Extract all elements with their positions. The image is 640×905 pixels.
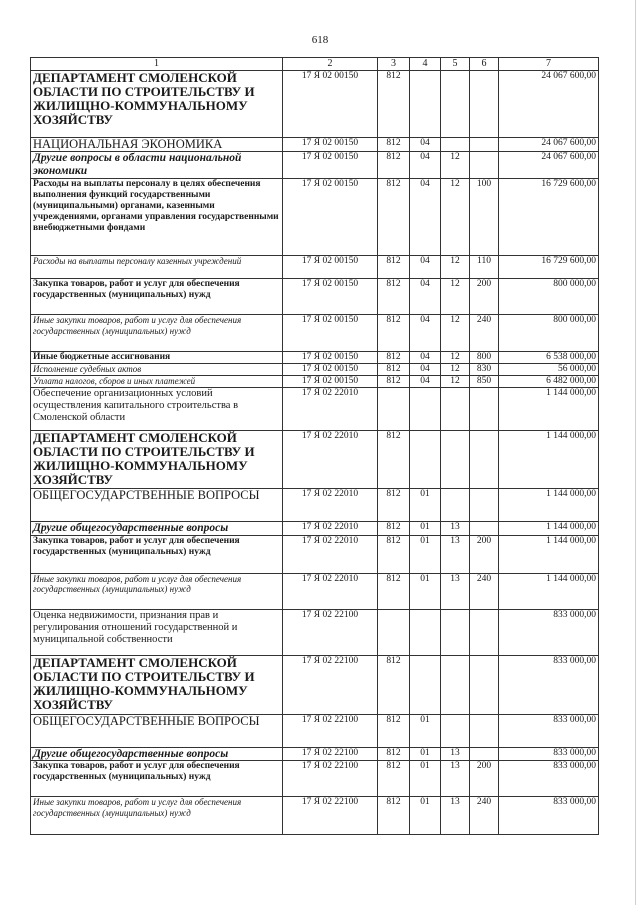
subsection-code-cell: 12 bbox=[441, 152, 470, 179]
target-code-cell: 17 Я 02 22100 bbox=[283, 655, 378, 714]
section-code-cell: 01 bbox=[410, 489, 441, 522]
item-name-cell: Другие общегосударственные вопросы bbox=[31, 747, 283, 761]
subsection-code-cell bbox=[441, 714, 470, 747]
table-row bbox=[31, 714, 599, 747]
target-code-cell: 17 Я 02 00150 bbox=[283, 376, 378, 388]
table-row bbox=[31, 71, 599, 138]
expense-type-code-cell: 800 bbox=[470, 352, 499, 364]
department-code-cell: 812 bbox=[378, 315, 410, 352]
subsection-code-cell bbox=[441, 489, 470, 522]
department-code-cell: 812 bbox=[378, 152, 410, 179]
amount-cell: 800 000,00 bbox=[499, 315, 599, 352]
amount-cell: 6 482 000,00 bbox=[499, 376, 599, 388]
table-row bbox=[31, 522, 599, 536]
subsection-code-cell: 13 bbox=[441, 522, 470, 536]
expense-type-code-cell bbox=[470, 489, 499, 522]
item-name-cell: ОБЩЕГОСУДАРСТВЕННЫЕ ВОПРОСЫ bbox=[31, 489, 283, 522]
amount-cell: 24 067 600,00 bbox=[499, 138, 599, 152]
section-code-cell bbox=[410, 431, 441, 489]
item-name-cell: Исполнение судебных актов bbox=[31, 364, 283, 376]
subsection-code-cell: 12 bbox=[441, 315, 470, 352]
target-code-cell: 17 Я 02 00150 bbox=[283, 256, 378, 279]
expense-type-code-cell: 110 bbox=[470, 256, 499, 279]
subsection-code-cell bbox=[441, 431, 470, 489]
department-code-cell: 812 bbox=[378, 256, 410, 279]
target-code-cell: 17 Я 02 22100 bbox=[283, 761, 378, 797]
table-row bbox=[31, 535, 599, 573]
department-code-cell: 812 bbox=[378, 761, 410, 797]
expense-type-code-cell: 240 bbox=[470, 315, 499, 352]
item-name-cell: Закупка товаров, работ и услуг для обеспечения государственных (муниципальных) нужд bbox=[31, 535, 283, 573]
expense-type-code-cell: 200 bbox=[470, 279, 499, 315]
section-code-cell: 01 bbox=[410, 797, 441, 835]
amount-cell: 56 000,00 bbox=[499, 364, 599, 376]
department-code-cell: 812 bbox=[378, 489, 410, 522]
item-name-cell: Закупка товаров, работ и услуг для обеспечения государственных (муниципальных) нужд bbox=[31, 279, 283, 315]
department-code-cell: 812 bbox=[378, 431, 410, 489]
table-row bbox=[31, 315, 599, 352]
item-name-cell: ДЕПАРТАМЕНТ СМОЛЕНСКОЙ ОБЛАСТИ ПО СТРОИТЕЛЬСТВУ И ЖИЛИЩНО-КОММУНАЛЬНОМУ ХОЗЯЙСТВУ bbox=[31, 71, 283, 138]
subsection-code-cell: 12 bbox=[441, 256, 470, 279]
department-code-cell: 812 bbox=[378, 71, 410, 138]
section-code-cell: 04 bbox=[410, 279, 441, 315]
section-code-cell bbox=[410, 609, 441, 655]
table-row bbox=[31, 431, 599, 489]
department-code-cell: 812 bbox=[378, 573, 410, 609]
subsection-code-cell: 13 bbox=[441, 747, 470, 761]
target-code-cell: 17 Я 02 22010 bbox=[283, 388, 378, 431]
table-row bbox=[31, 573, 599, 609]
expense-type-code-cell bbox=[470, 609, 499, 655]
section-code-cell: 01 bbox=[410, 573, 441, 609]
subsection-code-cell: 13 bbox=[441, 797, 470, 835]
item-name-cell: ОБЩЕГОСУДАРСТВЕННЫЕ ВОПРОСЫ bbox=[31, 714, 283, 747]
target-code-cell: 17 Я 02 22010 bbox=[283, 489, 378, 522]
section-code-cell: 04 bbox=[410, 256, 441, 279]
department-code-cell: 812 bbox=[378, 655, 410, 714]
amount-cell: 1 144 000,00 bbox=[499, 431, 599, 489]
item-name-cell: Другие вопросы в области национальной экономики bbox=[31, 152, 283, 179]
target-code-cell: 17 Я 02 22010 bbox=[283, 431, 378, 489]
amount-cell: 833 000,00 bbox=[499, 747, 599, 761]
amount-cell: 833 000,00 bbox=[499, 655, 599, 714]
target-code-cell: 17 Я 02 22100 bbox=[283, 609, 378, 655]
table-row bbox=[31, 179, 599, 256]
department-code-cell: 812 bbox=[378, 279, 410, 315]
expense-type-code-cell bbox=[470, 138, 499, 152]
table-row bbox=[31, 797, 599, 835]
subsection-code-cell: 12 bbox=[441, 279, 470, 315]
expense-type-code-cell: 830 bbox=[470, 364, 499, 376]
department-code-cell: 812 bbox=[378, 714, 410, 747]
section-code-cell: 04 bbox=[410, 179, 441, 256]
item-name-cell: Расходы на выплаты персоналу в целях обеспечения выполнения функций государственными (муниципальными) органами, казенными учреждениями, органами управления государственными внебюджетными фондами bbox=[31, 179, 283, 256]
header-cell-2: 2 bbox=[283, 58, 378, 71]
subsection-code-cell: 13 bbox=[441, 535, 470, 573]
department-code-cell: 812 bbox=[378, 535, 410, 573]
section-code-cell: 01 bbox=[410, 714, 441, 747]
target-code-cell: 17 Я 02 22100 bbox=[283, 797, 378, 835]
section-code-cell bbox=[410, 388, 441, 431]
item-name-cell: Уплата налогов, сборов и иных платежей bbox=[31, 376, 283, 388]
item-name-cell: Иные закупки товаров, работ и услуг для обеспечения государственных (муниципальных) нужд bbox=[31, 315, 283, 352]
amount-cell: 1 144 000,00 bbox=[499, 535, 599, 573]
item-name-cell: ДЕПАРТАМЕНТ СМОЛЕНСКОЙ ОБЛАСТИ ПО СТРОИТЕЛЬСТВУ И ЖИЛИЩНО-КОММУНАЛЬНОМУ ХОЗЯЙСТВУ bbox=[31, 655, 283, 714]
subsection-code-cell: 13 bbox=[441, 761, 470, 797]
expense-type-code-cell bbox=[470, 747, 499, 761]
target-code-cell: 17 Я 02 00150 bbox=[283, 152, 378, 179]
amount-cell: 1 144 000,00 bbox=[499, 489, 599, 522]
expense-type-code-cell: 240 bbox=[470, 573, 499, 609]
amount-cell: 16 729 600,00 bbox=[499, 179, 599, 256]
amount-cell: 24 067 600,00 bbox=[499, 71, 599, 138]
expense-type-code-cell: 200 bbox=[470, 761, 499, 797]
target-code-cell: 17 Я 02 00150 bbox=[283, 315, 378, 352]
section-code-cell: 04 bbox=[410, 315, 441, 352]
table-row bbox=[31, 352, 599, 364]
amount-cell: 833 000,00 bbox=[499, 609, 599, 655]
section-code-cell: 01 bbox=[410, 747, 441, 761]
department-code-cell bbox=[378, 609, 410, 655]
expense-type-code-cell: 240 bbox=[470, 797, 499, 835]
item-name-cell: ДЕПАРТАМЕНТ СМОЛЕНСКОЙ ОБЛАСТИ ПО СТРОИТЕЛЬСТВУ И ЖИЛИЩНО-КОММУНАЛЬНОМУ ХОЗЯЙСТВУ bbox=[31, 431, 283, 489]
item-name-cell: Иные закупки товаров, работ и услуг для обеспечения государственных (муниципальных) нужд bbox=[31, 797, 283, 835]
header-cell-5: 5 bbox=[441, 58, 470, 71]
expense-type-code-cell bbox=[470, 655, 499, 714]
item-name-cell: Обеспечение организационных условий осуществления капитального строительства в Смоленской области bbox=[31, 388, 283, 431]
amount-cell: 833 000,00 bbox=[499, 797, 599, 835]
expense-type-code-cell: 850 bbox=[470, 376, 499, 388]
table-row bbox=[31, 376, 599, 388]
item-name-cell: Иные закупки товаров, работ и услуг для обеспечения государственных (муниципальных) нужд bbox=[31, 573, 283, 609]
subsection-code-cell: 12 bbox=[441, 376, 470, 388]
department-code-cell: 812 bbox=[378, 352, 410, 364]
target-code-cell: 17 Я 02 22100 bbox=[283, 714, 378, 747]
expense-type-code-cell bbox=[470, 522, 499, 536]
expense-type-code-cell: 100 bbox=[470, 179, 499, 256]
department-code-cell: 812 bbox=[378, 747, 410, 761]
amount-cell: 24 067 600,00 bbox=[499, 152, 599, 179]
table-row bbox=[31, 489, 599, 522]
amount-cell: 833 000,00 bbox=[499, 761, 599, 797]
target-code-cell: 17 Я 02 00150 bbox=[283, 179, 378, 256]
table-row bbox=[31, 364, 599, 376]
expense-type-code-cell bbox=[470, 388, 499, 431]
expense-type-code-cell: 200 bbox=[470, 535, 499, 573]
subsection-code-cell: 13 bbox=[441, 573, 470, 609]
section-code-cell: 04 bbox=[410, 364, 441, 376]
section-code-cell: 04 bbox=[410, 152, 441, 179]
header-cell-3: 3 bbox=[378, 58, 410, 71]
table-row bbox=[31, 152, 599, 179]
department-code-cell: 812 bbox=[378, 522, 410, 536]
target-code-cell: 17 Я 02 22010 bbox=[283, 573, 378, 609]
target-code-cell: 17 Я 02 22100 bbox=[283, 747, 378, 761]
table-row bbox=[31, 279, 599, 315]
subsection-code-cell bbox=[441, 388, 470, 431]
subsection-code-cell bbox=[441, 655, 470, 714]
section-code-cell: 04 bbox=[410, 352, 441, 364]
item-name-cell: Закупка товаров, работ и услуг для обеспечения государственных (муниципальных) нужд bbox=[31, 761, 283, 797]
target-code-cell: 17 Я 02 22010 bbox=[283, 522, 378, 536]
table-row bbox=[31, 256, 599, 279]
expense-type-code-cell bbox=[470, 431, 499, 489]
amount-cell: 16 729 600,00 bbox=[499, 256, 599, 279]
item-name-cell: Другие общегосударственные вопросы bbox=[31, 522, 283, 536]
target-code-cell: 17 Я 02 00150 bbox=[283, 352, 378, 364]
section-code-cell: 01 bbox=[410, 535, 441, 573]
amount-cell: 833 000,00 bbox=[499, 714, 599, 747]
department-code-cell bbox=[378, 388, 410, 431]
amount-cell: 1 144 000,00 bbox=[499, 522, 599, 536]
department-code-cell: 812 bbox=[378, 797, 410, 835]
page-number: 618 bbox=[311, 34, 329, 46]
amount-cell: 6 538 000,00 bbox=[499, 352, 599, 364]
table-header-row bbox=[31, 58, 599, 71]
table-row bbox=[31, 747, 599, 761]
target-code-cell: 17 Я 02 22010 bbox=[283, 535, 378, 573]
subsection-code-cell bbox=[441, 609, 470, 655]
subsection-code-cell: 12 bbox=[441, 364, 470, 376]
amount-cell: 1 144 000,00 bbox=[499, 573, 599, 609]
section-code-cell: 01 bbox=[410, 522, 441, 536]
section-code-cell: 01 bbox=[410, 761, 441, 797]
table-row bbox=[31, 138, 599, 152]
department-code-cell: 812 bbox=[378, 179, 410, 256]
expense-type-code-cell bbox=[470, 71, 499, 138]
subsection-code-cell bbox=[441, 138, 470, 152]
subsection-code-cell: 12 bbox=[441, 179, 470, 256]
table-row bbox=[31, 609, 599, 655]
department-code-cell: 812 bbox=[378, 138, 410, 152]
item-name-cell: Оценка недвижимости, признания прав и регулирования отношений государственной и муниципальной собственности bbox=[31, 609, 283, 655]
header-cell-6: 6 bbox=[470, 58, 499, 71]
item-name-cell: Иные бюджетные ассигнования bbox=[31, 352, 283, 364]
table-row bbox=[31, 655, 599, 714]
department-code-cell: 812 bbox=[378, 376, 410, 388]
page-edge-line bbox=[635, 0, 636, 905]
section-code-cell: 04 bbox=[410, 138, 441, 152]
section-code-cell: 04 bbox=[410, 376, 441, 388]
expense-type-code-cell bbox=[470, 714, 499, 747]
table-row bbox=[31, 761, 599, 797]
item-name-cell: Расходы на выплаты персоналу казенных учреждений bbox=[31, 256, 283, 279]
target-code-cell: 17 Я 02 00150 bbox=[283, 364, 378, 376]
target-code-cell: 17 Я 02 00150 bbox=[283, 279, 378, 315]
department-code-cell: 812 bbox=[378, 364, 410, 376]
item-name-cell: НАЦИОНАЛЬНАЯ ЭКОНОМИКА bbox=[31, 138, 283, 152]
target-code-cell: 17 Я 02 00150 bbox=[283, 138, 378, 152]
amount-cell: 800 000,00 bbox=[499, 279, 599, 315]
amount-cell: 1 144 000,00 bbox=[499, 388, 599, 431]
budget-table bbox=[30, 57, 599, 835]
header-cell-4: 4 bbox=[410, 58, 441, 71]
header-cell-1: 1 bbox=[31, 58, 283, 71]
header-cell-7: 7 bbox=[499, 58, 599, 71]
section-code-cell bbox=[410, 655, 441, 714]
target-code-cell: 17 Я 02 00150 bbox=[283, 71, 378, 138]
subsection-code-cell bbox=[441, 71, 470, 138]
expense-type-code-cell bbox=[470, 152, 499, 179]
subsection-code-cell: 12 bbox=[441, 352, 470, 364]
table-row bbox=[31, 388, 599, 431]
section-code-cell bbox=[410, 71, 441, 138]
